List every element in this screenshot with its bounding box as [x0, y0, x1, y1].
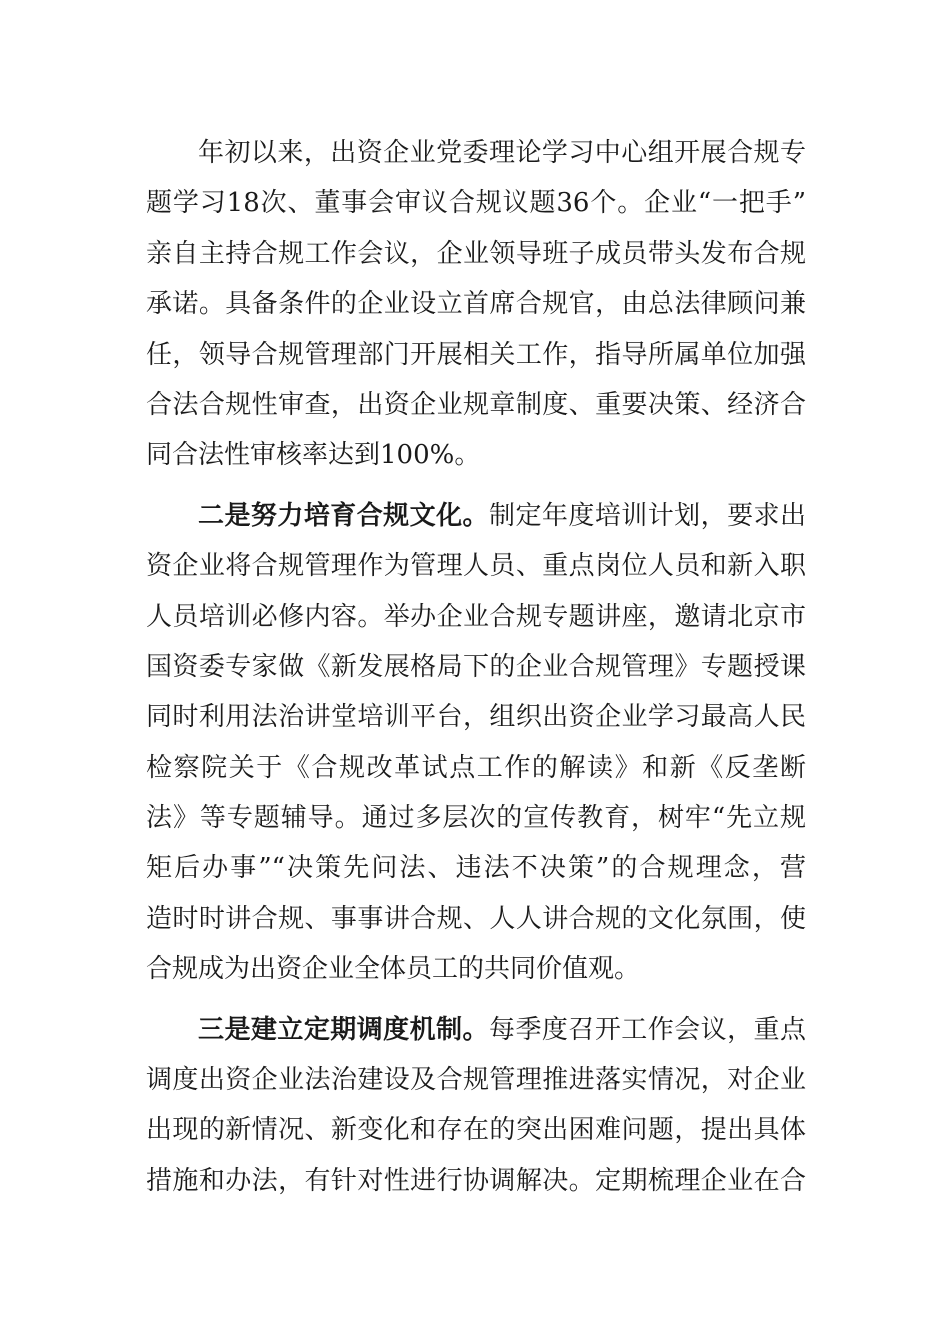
- text-line: 任，领导合规管理部门开展相关工作，指导所属单位加强: [146, 339, 806, 370]
- text-line: 年初以来，出资企业党委理论学习中心组开展合规专: [198, 138, 806, 168]
- text-line: 同合法性审核率达到100%。: [146, 440, 481, 471]
- text-line: 措施和办法，有针对性进行协调解决。定期梳理企业在合: [146, 1165, 806, 1196]
- document-body: [146, 128, 806, 1206]
- paragraph-lead-heading: 二是努力培育合规文化。: [198, 500, 489, 531]
- paragraph-lead-heading: 三是建立定期调度机制。: [198, 1014, 489, 1045]
- text-line: 矩后办事”“决策先问法、违法不决策”的合规理念，营: [146, 853, 806, 884]
- paragraph-1: [146, 128, 806, 481]
- text-line: 法》等专题辅导。通过多层次的宣传教育，树牢“先立规: [146, 803, 806, 834]
- text-line: 承诺。具备条件的企业设立首席合规官，由总法律顾问兼: [146, 289, 806, 320]
- text-line: 同时利用法治讲堂培训平台，组织出资企业学习最高人民: [146, 702, 806, 733]
- text-line: 造时时讲合规、事事讲合规、人人讲合规的文化氛围，使: [146, 903, 806, 934]
- text-line: [146, 491, 806, 541]
- text-line: 国资委专家做《新发展格局下的企业合规管理》专题授课: [146, 651, 806, 682]
- text-line: 合法合规性审查，出资企业规章制度、重要决策、经济合: [146, 389, 806, 420]
- text-line: 资企业将合规管理作为管理人员、重点岗位人员和新入职: [146, 551, 806, 582]
- paragraph-first-line-rest: 每季度召开工作会议，重点: [489, 1014, 806, 1045]
- paragraph-3: [146, 1005, 806, 1207]
- text-line: 检察院关于《合规改革试点工作的解读》和新《反垄断: [146, 752, 806, 783]
- text-line: 亲自主持合规工作会议，企业领导班子成员带头发布合规: [146, 238, 806, 269]
- text-line: 题学习18次、董事会审议合规议题36个。企业“一把手”: [146, 188, 806, 219]
- text-line: [146, 1005, 806, 1055]
- text-line: 调度出资企业法治建设及合规管理推进落实情况，对企业: [146, 1065, 806, 1096]
- text-line: 出现的新情况、新变化和存在的突出困难问题，提出具体: [146, 1115, 806, 1146]
- paragraph-first-line-rest: 制定年度培训计划，要求出: [489, 500, 806, 531]
- text-line: 合规成为出资企业全体员工的共同价值观。: [146, 954, 641, 985]
- text-line: 人员培训必修内容。举办企业合规专题讲座，邀请北京市: [146, 601, 806, 632]
- paragraph-2: [146, 491, 806, 995]
